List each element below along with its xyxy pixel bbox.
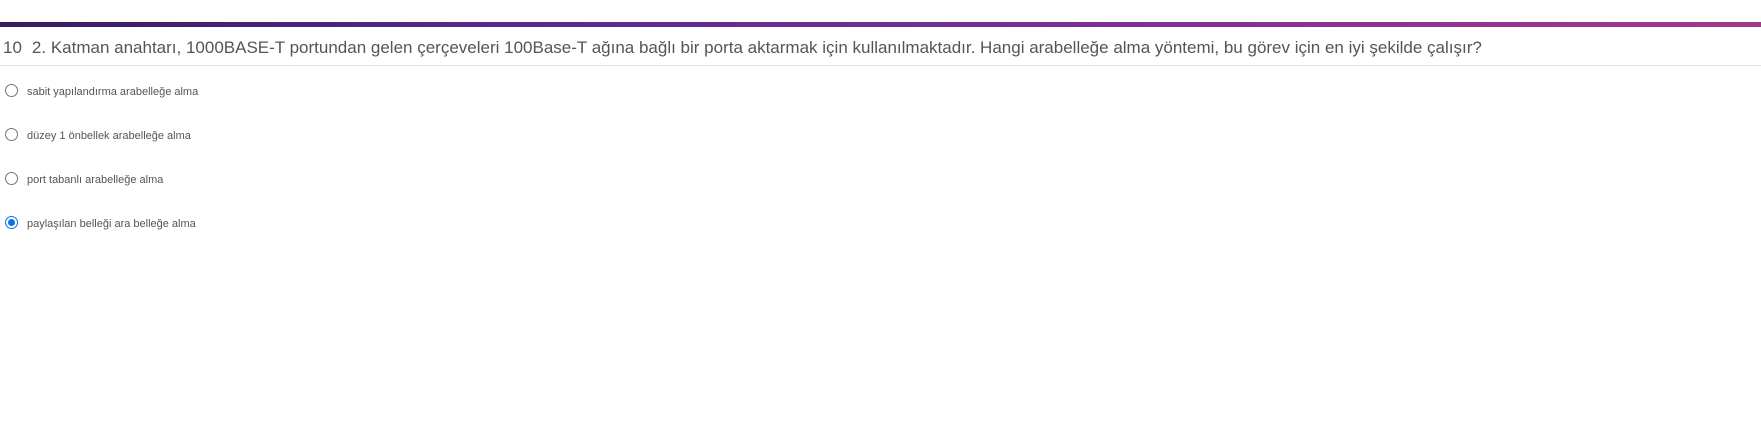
answer-option[interactable] xyxy=(0,200,1761,244)
option-label: düzey 1 önbellek arabelleğe alma xyxy=(27,130,191,142)
option-label: sabit yapılandırma arabelleğe alma xyxy=(27,86,199,98)
top-accent-bar xyxy=(0,22,1761,27)
answer-option[interactable] xyxy=(0,68,1761,112)
option-label: port tabanlı arabelleğe alma xyxy=(27,174,164,186)
question-number: 10 xyxy=(3,37,22,57)
question-header xyxy=(0,30,1761,66)
option-label: paylaşılan belleği ara belleğe alma xyxy=(27,218,196,230)
radio-button[interactable] xyxy=(5,84,18,97)
answer-option[interactable] xyxy=(0,112,1761,156)
radio-button[interactable] xyxy=(5,128,18,141)
radio-button[interactable] xyxy=(5,172,18,185)
question-text: 2. Katman anahtarı, 1000BASE-T portundan gelen çerçeveleri 100Base-T ağına bağlı bir porta aktarmak için kullanılmaktadır. Hangi arabelleğe alma yöntemi, bu görev için en iyi şekilde çalışır? xyxy=(31,37,1482,57)
answer-option[interactable] xyxy=(0,156,1761,200)
answer-options xyxy=(0,66,1761,244)
radio-button[interactable] xyxy=(5,216,18,229)
